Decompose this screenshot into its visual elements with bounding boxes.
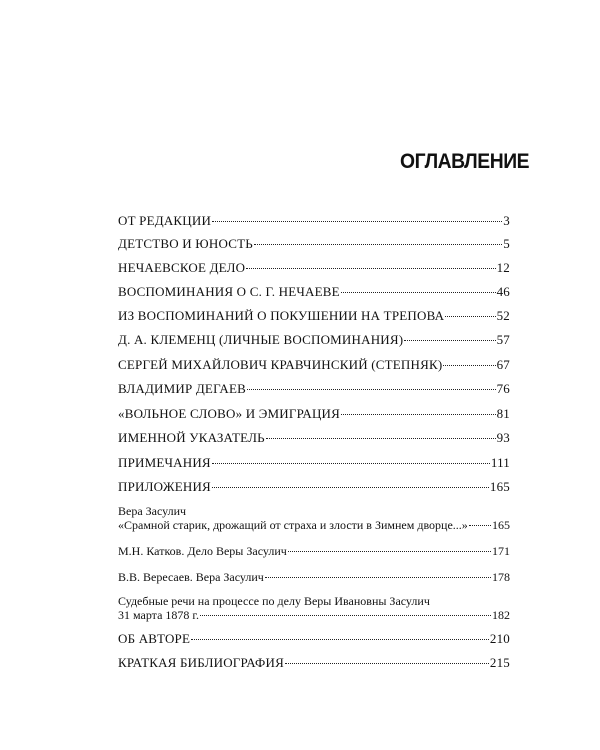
toc-entry[interactable] bbox=[118, 333, 510, 347]
leader-dots bbox=[200, 615, 491, 616]
leader-dots bbox=[445, 316, 495, 317]
toc-entry-title: НЕЧАЕВСКОЕ ДЕЛО bbox=[118, 260, 246, 275]
toc-entry-page: 52 bbox=[496, 308, 510, 323]
toc-entry-title: ВЛАДИМИР ДЕГАЕВ bbox=[118, 381, 246, 396]
toc-entry-title: ИМЕННОЙ УКАЗАТЕЛЬ bbox=[118, 430, 265, 445]
toc-entry-title: ОТ РЕДАКЦИИ bbox=[118, 213, 212, 228]
toc-entry[interactable] bbox=[118, 237, 510, 251]
toc-entry[interactable] bbox=[118, 358, 510, 372]
toc-entry-page: 210 bbox=[489, 631, 510, 646]
leader-dots bbox=[212, 221, 502, 222]
toc-entry-page: 67 bbox=[496, 357, 510, 372]
leader-dots bbox=[212, 487, 489, 488]
toc-entry-page: 165 bbox=[489, 479, 510, 494]
toc-entry-page: 111 bbox=[490, 455, 510, 470]
toc-entry-title: ВОСПОМИНАНИЯ О С. Г. НЕЧАЕВЕ bbox=[118, 284, 340, 299]
leader-dots bbox=[404, 340, 495, 341]
leader-dots bbox=[191, 639, 489, 640]
toc-entry[interactable] bbox=[118, 261, 510, 275]
leader-dots bbox=[254, 244, 502, 245]
appendix-entry-title: М.Н. Катков. Дело Веры Засулич bbox=[118, 544, 287, 558]
toc-entry-page: 215 bbox=[489, 655, 510, 670]
toc-entry-page: 76 bbox=[496, 381, 510, 396]
toc-entry-title: СЕРГЕЙ МИХАЙЛОВИЧ КРАВЧИНСКИЙ (СТЕПНЯК) bbox=[118, 357, 443, 372]
leader-dots bbox=[266, 438, 496, 439]
appendix-entry[interactable] bbox=[118, 544, 510, 558]
toc-entry-page: 5 bbox=[503, 236, 510, 251]
toc-entry[interactable] bbox=[118, 214, 510, 228]
leader-dots bbox=[469, 525, 491, 526]
appendix-entry[interactable] bbox=[118, 570, 510, 584]
leader-dots bbox=[212, 463, 490, 464]
leader-dots bbox=[265, 577, 491, 578]
leader-dots bbox=[285, 663, 489, 664]
toc-entry[interactable] bbox=[118, 431, 510, 445]
leader-dots bbox=[341, 414, 496, 415]
toc-entry[interactable] bbox=[118, 632, 510, 646]
toc-entry-page: 12 bbox=[496, 260, 510, 275]
appendix-entry-page: 171 bbox=[492, 544, 510, 558]
toc-entry[interactable] bbox=[118, 456, 510, 470]
toc-entry-title: ИЗ ВОСПОМИНАНИЙ О ПОКУШЕНИИ НА ТРЕПОВА bbox=[118, 308, 445, 323]
toc-entry-page: 3 bbox=[503, 213, 510, 228]
toc-entry[interactable] bbox=[118, 656, 510, 670]
appendix-entry-page: 182 bbox=[492, 608, 510, 622]
toc-entry[interactable] bbox=[118, 285, 510, 299]
toc-entry-title: Д. А. КЛЕМЕНЦ (ЛИЧНЫЕ ВОСПОМИНАНИЯ) bbox=[118, 332, 404, 347]
toc-entry-title: «ВОЛЬНОЕ СЛОВО» И ЭМИГРАЦИЯ bbox=[118, 406, 341, 421]
toc-entry-title: ДЕТСТВО И ЮНОСТЬ bbox=[118, 236, 253, 251]
leader-dots bbox=[443, 365, 495, 366]
toc-entry-page: 57 bbox=[496, 332, 510, 347]
toc-entry-page: 93 bbox=[496, 430, 510, 445]
toc-entry[interactable] bbox=[118, 480, 510, 494]
toc-entry-page: 81 bbox=[496, 406, 510, 421]
appendix-entry-title: В.В. Вересаев. Вера Засулич bbox=[118, 570, 264, 584]
appendix-entry-page: 178 bbox=[492, 570, 510, 584]
toc-entry-title: ПРИМЕЧАНИЯ bbox=[118, 455, 211, 470]
leader-dots bbox=[247, 389, 496, 390]
appendix-entry[interactable] bbox=[118, 504, 510, 532]
toc-entry-page: 46 bbox=[496, 284, 510, 299]
appendix-entry-title: 31 марта 1878 г. bbox=[118, 608, 199, 622]
appendix-entry-description: Судебные речи на процессе по делу Веры Ивановны Засулич bbox=[118, 594, 430, 608]
toc-entry-title: КРАТКАЯ БИБЛИОГРАФИЯ bbox=[118, 655, 284, 670]
leader-dots bbox=[341, 292, 496, 293]
appendix-entry-title: «Срамной старик, дрожащий от страха и злости в Зимнем дворце...» bbox=[118, 518, 468, 532]
toc-entry[interactable] bbox=[118, 309, 510, 323]
toc-heading: ОГЛАВЛЕНИЕ bbox=[400, 150, 530, 173]
appendix-entry-page: 165 bbox=[492, 518, 510, 532]
toc-entry[interactable] bbox=[118, 407, 510, 421]
leader-dots bbox=[246, 268, 495, 269]
appendix-entry[interactable] bbox=[118, 594, 510, 622]
appendix-entry-author: Вера Засулич bbox=[118, 504, 187, 518]
toc-entry[interactable] bbox=[118, 382, 510, 396]
toc-entry-title: ОБ АВТОРЕ bbox=[118, 631, 191, 646]
leader-dots bbox=[288, 551, 491, 552]
toc-entry-title: ПРИЛОЖЕНИЯ bbox=[118, 479, 211, 494]
